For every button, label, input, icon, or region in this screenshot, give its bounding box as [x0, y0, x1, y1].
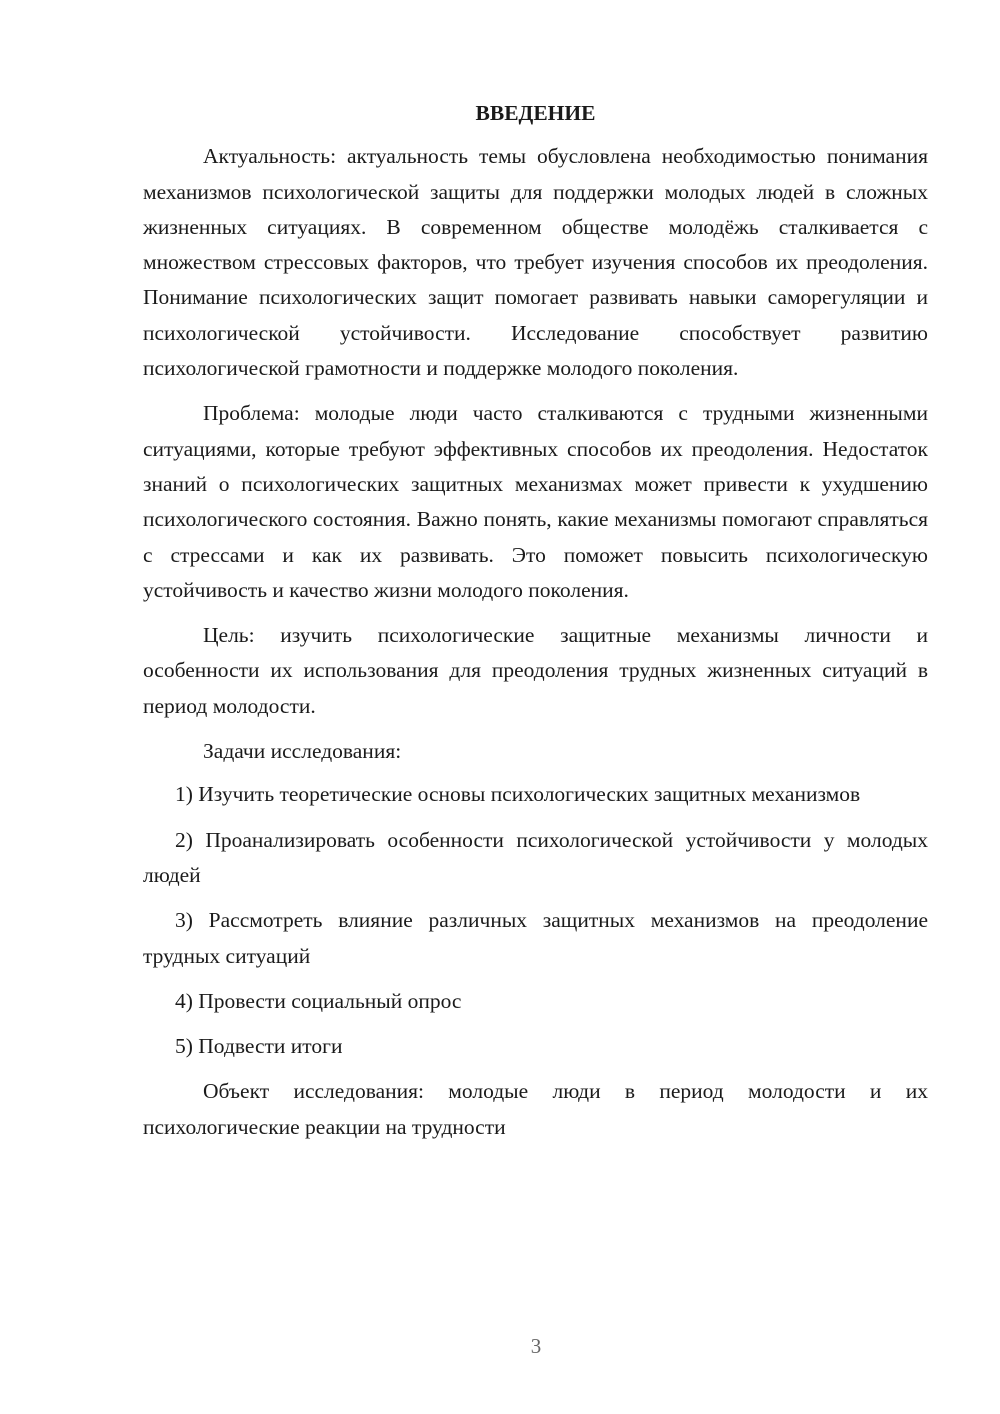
goal-paragraph: Цель: изучить психологические защитные механизмы личности и особенности их использования для преодоления трудных жизненных ситуаций в период молодости.: [143, 623, 928, 718]
problem-paragraph: Проблема: молодые люди часто сталкиваются с трудными жизненными ситуациями, которые требуют эффективных способов их преодоления. Недостаток знаний о психологических защитных механизмах может привести к ухудшению психологического состояния. Важно понять, какие механизмы помогают справляться с стрессами и как их развивать. Это поможет повысить психологическую устойчивость и качество жизни молодого поколения.: [143, 401, 928, 602]
task-item: 3) Рассмотреть влияние различных защитных механизмов на преодоление трудных ситуаций: [143, 908, 928, 968]
object-paragraph: Объект исследования: молодые люди в период молодости и их психологические реакции на трудности: [143, 1079, 928, 1139]
page-number: 3: [530, 1334, 542, 1358]
tasks-heading: Задачи исследования:: [203, 739, 402, 764]
task-item: 1) Изучить теоретические основы психологических защитных механизмов: [175, 782, 861, 807]
task-item: 5) Подвести итоги: [175, 1034, 343, 1059]
section-heading: ВВЕДЕНИЕ: [475, 101, 596, 125]
task-item: 4) Провести социальный опрос: [175, 988, 462, 1013]
page-body: [143, 96, 928, 1155]
relevance-paragraph: Актуальность: актуальность темы обусловлена необходимостью понимания механизмов психологической защиты для поддержки молодых людей в сложных жизненных ситуациях. В современном обществе молодёжь сталкивается с множеством стрессовых факторов, что требует изучения способов их преодоления. Понимание психологических защит помогает развивать навыки саморегуляции и психологической устойчивости. Исследование способствует развитию психологической грамотности и поддержке молодого поколения.: [143, 144, 928, 381]
task-item: 2) Проанализировать особенности психологической устойчивости у молодых людей: [143, 827, 928, 887]
